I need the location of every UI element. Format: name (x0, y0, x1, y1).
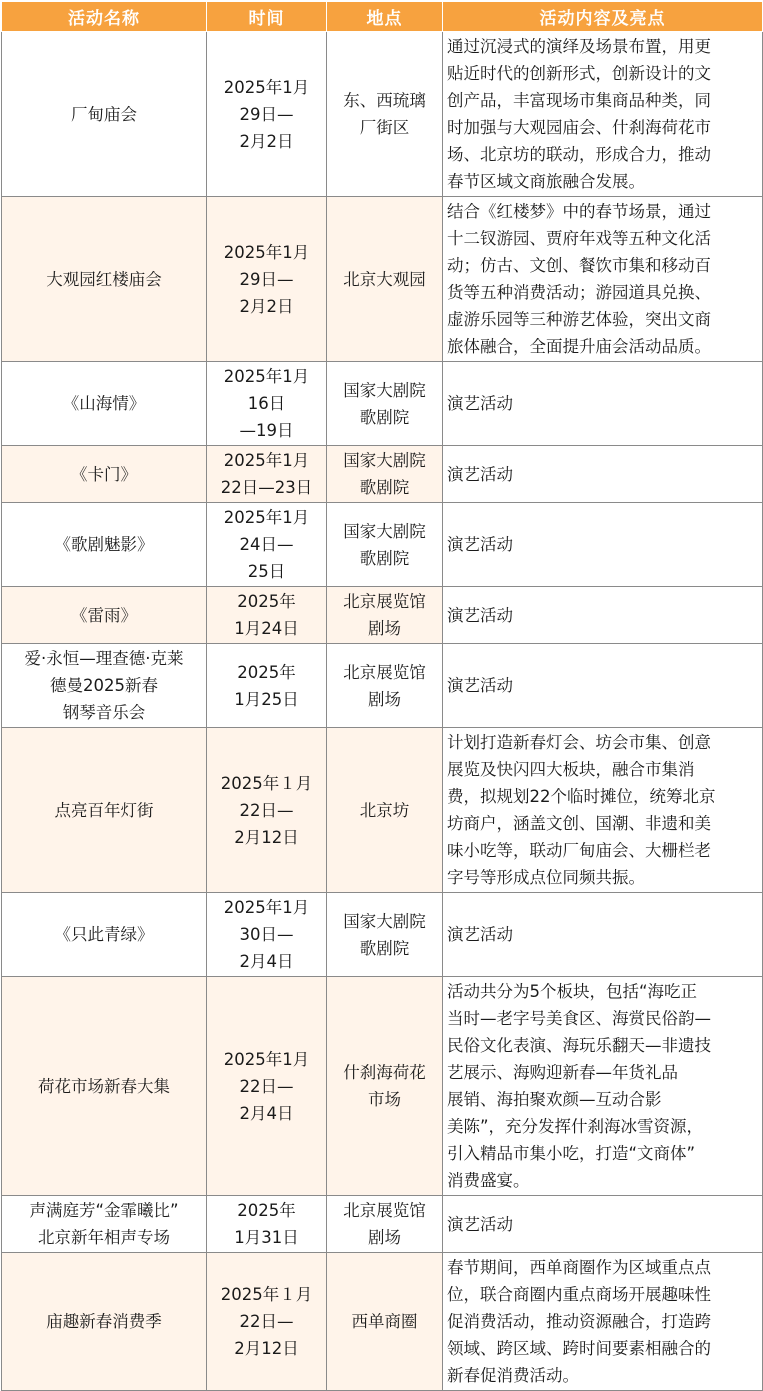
cell-line: 2025年1月 (223, 367, 310, 386)
cell-line: 2月2日 (239, 131, 294, 151)
table-row (2, 893, 763, 977)
cell-line: 《山海情》 (62, 394, 146, 413)
cell-line: 1月25日 (234, 689, 299, 709)
header-time: 时间 (207, 2, 327, 32)
cell-line: 歌剧院 (359, 938, 410, 958)
header-activity-name: 活动名称 (2, 2, 207, 32)
cell-line: 场、北京坊的联动，形成合力，推动 (447, 145, 711, 164)
activity-name-cell (2, 728, 207, 893)
cell-line: 字号等形成点位同频共振。 (447, 868, 645, 887)
cell-line: 16日 (247, 394, 286, 413)
cell-line: 2025年 (237, 662, 296, 682)
cell-line: 演艺活动 (447, 464, 513, 484)
cell-line: 22日— (239, 1312, 294, 1331)
table-row (2, 644, 763, 728)
cell-line: 北京展览馆 (343, 1201, 426, 1220)
activity-name-cell (2, 32, 207, 197)
table-row (2, 728, 763, 893)
cell-line: 2025年 (237, 1201, 296, 1220)
cell-line: 2月12日 (234, 827, 299, 847)
cell-line: 什刹海荷花 (343, 1063, 426, 1082)
cell-line: 国家大剧院 (343, 380, 426, 400)
cell-line: 2月2日 (239, 296, 294, 316)
activity-name-cell (2, 503, 207, 587)
cell-line: 演艺活动 (447, 394, 513, 413)
table-row (2, 197, 763, 362)
cell-line: 2月12日 (234, 1339, 299, 1358)
activity-name-cell (2, 197, 207, 362)
activity-name-cell (2, 587, 207, 644)
table-row (2, 1253, 763, 1391)
place-cell (327, 893, 443, 977)
cell-line: 歌剧院 (359, 407, 410, 427)
cell-line: 2025年１月 (220, 773, 313, 793)
table-row (2, 32, 763, 197)
place-cell (327, 977, 443, 1196)
time-cell (207, 1196, 327, 1253)
time-cell (207, 728, 327, 893)
cell-line: 市场 (368, 1090, 401, 1109)
cell-line: 味小吃等，联动厂甸庙会、大栅栏老 (447, 841, 711, 860)
cell-line: 演艺活动 (447, 535, 513, 554)
cell-line: 24日— (239, 535, 294, 554)
cell-line: 歌剧院 (359, 548, 410, 568)
cell-line: 演艺活动 (447, 1214, 513, 1234)
cell-line: 展销、海拍聚欢颜—互动合影 (447, 1090, 662, 1109)
content-cell (443, 446, 763, 503)
content-cell (443, 197, 763, 362)
place-cell (327, 503, 443, 587)
cell-line: 国家大剧院 (343, 451, 426, 470)
table-row (2, 446, 763, 503)
header-row (2, 2, 763, 32)
cell-line: 演艺活动 (447, 605, 513, 625)
cell-line: 29日— (239, 269, 294, 289)
time-cell (207, 197, 327, 362)
cell-line: 《雷雨》 (71, 605, 137, 625)
cell-line: 声满庭芳“金霏曦比” (29, 1201, 179, 1220)
table-row (2, 1196, 763, 1253)
activity-name-cell (2, 1253, 207, 1391)
content-cell (443, 32, 763, 197)
cell-line: 1月31日 (234, 1228, 299, 1247)
cell-line: 北京展览馆 (343, 662, 426, 682)
activity-name-cell (2, 893, 207, 977)
cell-line: 22日— (239, 800, 294, 820)
content-cell (443, 1253, 763, 1391)
header-content: 活动内容及亮点 (443, 2, 763, 32)
cell-line: 北京大观园 (343, 269, 426, 289)
content-cell (443, 893, 763, 977)
cell-line: 引入精品市集小吃，打造“文商体” (447, 1144, 696, 1163)
cell-line: 北京展览馆 (343, 592, 426, 611)
cell-line: 促消费活动，推动资源融合，打造跨 (447, 1312, 711, 1331)
table-row (2, 503, 763, 587)
cell-line: 展览及快闪四大板块，融合市集消 (447, 760, 695, 779)
cell-line: 荷花市场新春大集 (38, 1076, 170, 1096)
activity-name-cell (2, 1196, 207, 1253)
place-cell (327, 32, 443, 197)
cell-line: 点亮百年灯街 (54, 800, 154, 820)
cell-line: 坊商户，涵盖文创、国潮、非遗和美 (447, 814, 711, 833)
place-cell (327, 197, 443, 362)
cell-line: 2月4日 (239, 1103, 294, 1123)
content-cell (443, 362, 763, 446)
cell-line: 春节区域文商旅融合发展。 (447, 172, 645, 191)
cell-line: 30日— (239, 925, 294, 944)
time-cell (207, 1253, 327, 1391)
activity-name-cell (2, 977, 207, 1196)
cell-line: 美陈”，充分发挥什刹海冰雪资源， (447, 1117, 704, 1136)
cell-line: 西单商圈 (351, 1312, 418, 1331)
cell-line: 钢琴音乐会 (62, 703, 146, 722)
cell-line: 新春促消费活动。 (447, 1366, 579, 1385)
cell-line: 旅体融合，全面提升庙会活动品质。 (447, 337, 711, 356)
time-cell (207, 587, 327, 644)
cell-line: 29日— (239, 104, 294, 124)
place-cell (327, 362, 443, 446)
cell-line: 活动共分为5个板块，包括“海吃正 (447, 982, 698, 1001)
cell-line: 费，拟规划22个临时摊位，统筹北京 (447, 787, 716, 806)
cell-line: 时加强与大观园庙会、什刹海荷花市 (447, 118, 711, 137)
cell-line: 国家大剧院 (343, 911, 426, 931)
cell-line: 虚游乐园等三种游艺体验，突出文商 (447, 310, 711, 329)
activity-name-cell (2, 644, 207, 728)
content-cell (443, 503, 763, 587)
cell-line: 贴近时代的创新形式，创新设计的文 (447, 64, 711, 83)
cell-line: 计划打造新春灯会、坊会市集、创意 (447, 733, 711, 752)
cell-line: 北京坊 (359, 800, 410, 820)
content-cell (443, 587, 763, 644)
cell-line: 演艺活动 (447, 676, 513, 695)
cell-line: 2月4日 (239, 952, 294, 971)
time-cell (207, 446, 327, 503)
cell-line: 通过沉浸式的演绎及场景布置，用更 (447, 37, 711, 56)
time-cell (207, 644, 327, 728)
cell-line: 德曼2025新春 (50, 676, 158, 695)
events-table (1, 1, 763, 1391)
place-cell (327, 587, 443, 644)
cell-line: 演艺活动 (447, 925, 513, 944)
cell-line: 十二钗游园、贾府年戏等五种文化活 (447, 229, 711, 248)
cell-line: 2025年１月 (220, 1285, 313, 1304)
cell-line: 东、西琉璃 (343, 91, 426, 110)
content-cell (443, 644, 763, 728)
cell-line: 领域、跨区域、跨时间要素相融合的 (447, 1339, 711, 1358)
cell-line: 春节期间，西单商圈作为区域重点点 (447, 1258, 711, 1277)
cell-line: 艺展示、海购迎新春—年货礼品 (447, 1063, 678, 1082)
cell-line: 国家大剧院 (343, 521, 426, 541)
cell-line: 庙趣新春消费季 (46, 1312, 162, 1331)
cell-line: 2025年1月 (223, 451, 310, 470)
cell-line: 25日 (247, 562, 286, 581)
cell-line: 位，联合商圈内重点商场开展趣味性 (447, 1285, 711, 1304)
cell-line: 结合《红楼梦》中的春节场景，通过 (447, 202, 711, 221)
cell-line: 《卡门》 (71, 464, 137, 484)
header-place: 地点 (327, 2, 443, 32)
table-row (2, 587, 763, 644)
content-cell (443, 1196, 763, 1253)
cell-line: 22日— (239, 1076, 294, 1096)
time-cell (207, 977, 327, 1196)
cell-line: 剧场 (368, 689, 401, 709)
place-cell (327, 728, 443, 893)
cell-line: 民俗文化表演、海玩乐翻天—非遗技 (447, 1036, 711, 1055)
time-cell (207, 503, 327, 587)
cell-line: 消费盛宴。 (447, 1171, 530, 1190)
table-row (2, 977, 763, 1196)
place-cell (327, 1253, 443, 1391)
cell-line: 1月24日 (234, 619, 299, 638)
cell-line: 大观园红楼庙会 (46, 269, 162, 289)
cell-line: —19日 (239, 421, 294, 440)
time-cell (207, 362, 327, 446)
cell-line: 《歌剧魅影》 (54, 535, 154, 554)
time-cell (207, 32, 327, 197)
activity-name-cell (2, 446, 207, 503)
activity-name-cell (2, 362, 207, 446)
cell-line: 2025年1月 (223, 508, 310, 527)
cell-line: 北京新年相声专场 (38, 1228, 170, 1247)
table-row (2, 362, 763, 446)
place-cell (327, 446, 443, 503)
cell-line: 2025年1月 (223, 242, 310, 262)
cell-line: 2025年 (237, 592, 296, 611)
cell-line: 剧场 (368, 1228, 401, 1247)
cell-line: 爱·永恒—理查德·克莱 (24, 649, 184, 668)
cell-line: 厂街区 (359, 118, 410, 137)
cell-line: 当时—老字号美食区、海赏民俗韵— (447, 1009, 711, 1028)
time-cell (207, 893, 327, 977)
cell-line: 《只此青绿》 (54, 925, 154, 944)
content-cell (443, 977, 763, 1196)
cell-line: 货等五种消费活动；游园道具兑换、 (447, 283, 711, 302)
cell-line: 厂甸庙会 (71, 104, 137, 124)
cell-line: 创产品，丰富现场市集商品种类，同 (447, 91, 711, 110)
content-cell (443, 728, 763, 893)
place-cell (327, 1196, 443, 1253)
cell-line: 2025年1月 (223, 77, 310, 97)
cell-line: 动；仿古、文创、餐饮市集和移动百 (447, 256, 711, 275)
cell-line: 22日—23日 (220, 478, 313, 497)
cell-line: 2025年1月 (223, 1049, 310, 1069)
place-cell (327, 644, 443, 728)
cell-line: 歌剧院 (359, 478, 410, 497)
cell-line: 2025年1月 (223, 898, 310, 917)
cell-line: 剧场 (368, 619, 401, 638)
